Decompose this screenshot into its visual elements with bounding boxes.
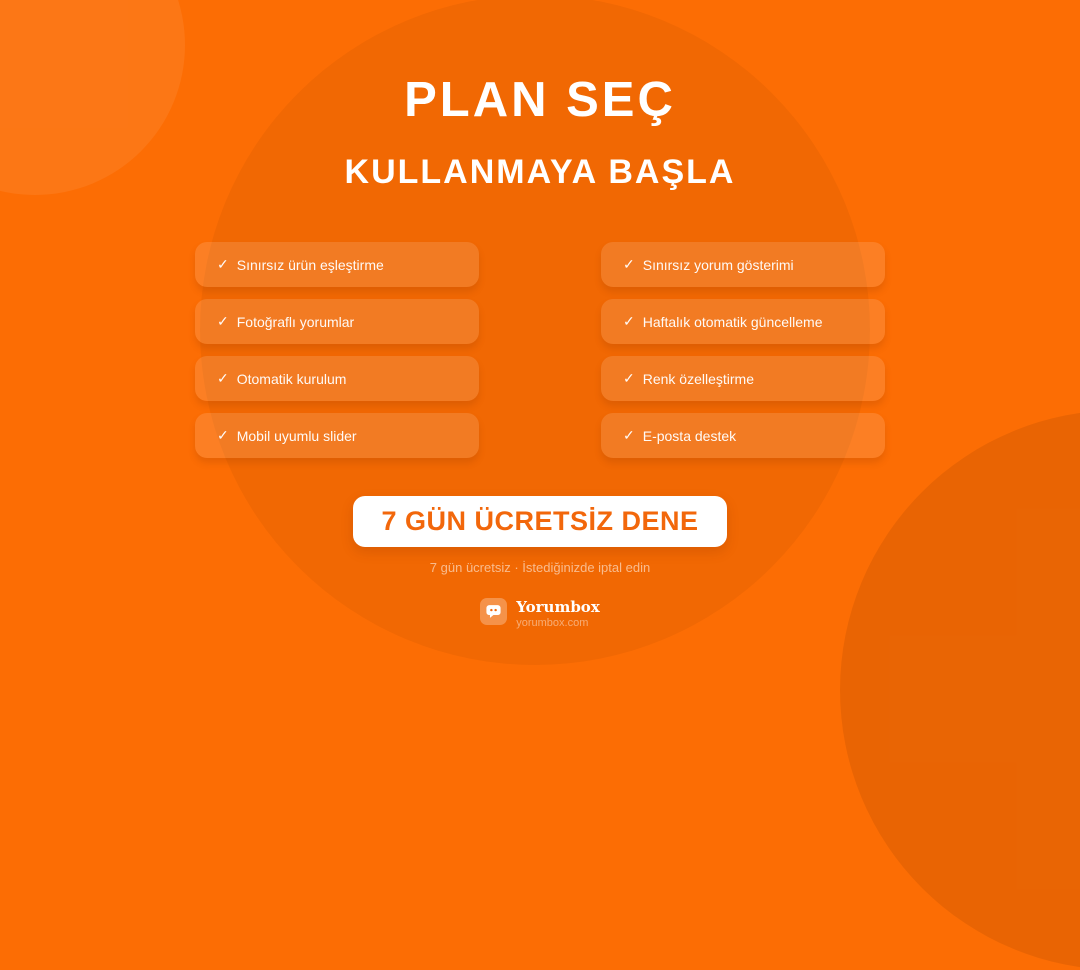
- feature-item: [195, 299, 479, 344]
- feature-label: Fotoğraflı yorumlar: [236, 313, 355, 330]
- brand-name: Yorumbox: [516, 598, 600, 616]
- feature-item: [195, 242, 479, 287]
- check-icon: ✓: [217, 370, 229, 386]
- brand-domain: yorumbox.com: [516, 617, 589, 629]
- feature-label: Sınırsız yorum gösterimi: [642, 256, 794, 273]
- footer-brand-link[interactable]: [480, 598, 600, 630]
- chat-bubble-icon: [480, 598, 507, 625]
- check-icon: ✓: [217, 256, 229, 272]
- feature-item: [601, 413, 885, 458]
- free-trial-button[interactable]: 7 GÜN ÜCRETSİZ DENE: [353, 496, 726, 547]
- feature-label: Haftalık otomatik güncelleme: [642, 313, 823, 330]
- check-icon: ✓: [623, 370, 635, 386]
- feature-item: [195, 413, 479, 458]
- feature-label: Renk özelleştirme: [642, 370, 754, 387]
- feature-item: [195, 356, 479, 401]
- check-icon: ✓: [623, 313, 635, 329]
- page-subtitle: KULLANMAYA BAŞLA: [344, 153, 736, 191]
- page-title: PLAN SEÇ: [404, 73, 676, 127]
- feature-label: E-posta destek: [642, 427, 737, 444]
- brand-text: [516, 598, 600, 630]
- feature-label: Mobil uyumlu slider: [236, 427, 357, 444]
- check-icon: ✓: [217, 427, 229, 443]
- feature-item: [601, 299, 885, 344]
- check-icon: ✓: [623, 256, 635, 272]
- check-icon: ✓: [217, 313, 229, 329]
- features-grid: [195, 242, 885, 458]
- feature-item: [601, 356, 885, 401]
- check-icon: ✓: [623, 427, 635, 443]
- feature-item: [601, 242, 885, 287]
- trial-note: 7 gün ücretsiz · İstediğinizde iptal edin: [429, 560, 651, 575]
- feature-label: Sınırsız ürün eşleştirme: [236, 256, 384, 273]
- feature-label: Otomatik kurulum: [236, 370, 347, 387]
